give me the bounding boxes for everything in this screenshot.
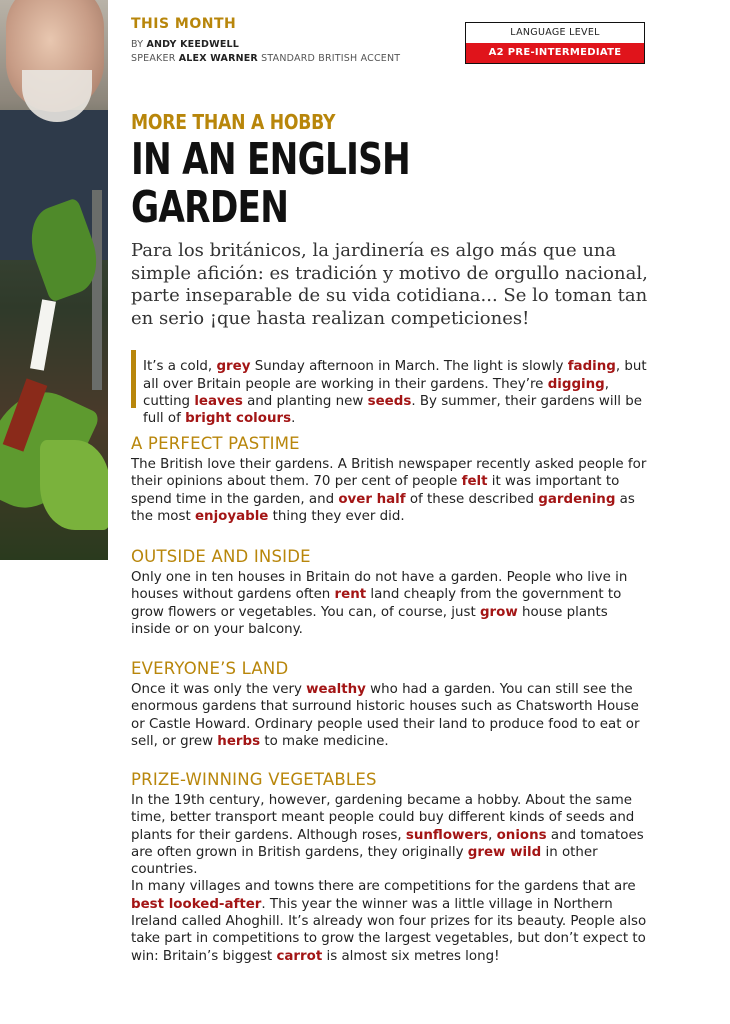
section-heading: A PERFECT PASTIME	[131, 434, 300, 453]
section-tag: THIS MONTH	[131, 16, 237, 32]
keyword-highlight: rent	[334, 587, 367, 603]
intro-paragraph	[143, 345, 655, 441]
text-run: of these described	[405, 491, 539, 507]
author-name: ANDY KEEDWELL	[146, 39, 240, 50]
text-run: In the 19th century, however, gardening became a hobby. About the same time, better transport meant people could buy different kinds of seeds and plants for their gardens. Although roses,	[131, 793, 635, 843]
language-level-title: LANGUAGE LEVEL	[510, 27, 600, 38]
byline	[131, 38, 400, 66]
section-heading: EVERYONE’S LAND	[131, 659, 289, 678]
text-run: I	[143, 359, 147, 375]
keyword-highlight: fading	[567, 359, 616, 375]
text-run: who had a garden. You can still see the enormous gardens that surround historic houses such as Chatsworth House or Castle Howard. Ordinary people used their land to produce food to eat or sell, or grew	[131, 682, 640, 749]
text-run: . This year the winner was a little village in Northern Ireland called Ahoghill. It’s already won four prizes for its beauty. People also take part in competitions to grow the largest vegetables, but don’t expect to win: Britain’s biggest	[131, 896, 647, 964]
paragraph	[131, 681, 651, 750]
text-run: in other countries.	[131, 844, 598, 878]
text-run: . By summer, their gardens will be full of	[143, 393, 642, 427]
keyword-highlight: digging	[547, 376, 605, 392]
standfirst: Para los británicos, la jardinería es algo más que una simple afición: es tradición y motivo de orgullo nacional, parte inseparable de su vida cotidiana... Se lo toman tan en serio ¡que hasta realizan competiciones!	[131, 240, 648, 329]
keyword-highlight: carrot	[276, 948, 323, 964]
text-run: land cheaply from the government to grow flowers or vegetables. You can, of course, just	[131, 587, 622, 620]
text-run: The British love their gardens. A British newspaper recently asked people for their opinions about them. 70 per cent of people	[131, 457, 647, 490]
keyword-highlight: grow	[479, 604, 518, 620]
keyword-highlight: grew wild	[467, 844, 542, 860]
paragraph	[131, 792, 651, 878]
keyword-highlight: over half	[338, 491, 406, 507]
text-run: thing they ever did.	[268, 508, 405, 524]
paragraph	[131, 878, 651, 964]
photo-leaf	[40, 440, 108, 530]
text-run: house plants inside or on your balcony.	[131, 604, 608, 637]
section-body	[131, 792, 651, 965]
photo-plant-label	[30, 299, 56, 370]
text-run: to make medicine.	[260, 733, 389, 749]
byline-prefix: BY	[131, 39, 144, 50]
text-run: as the most	[131, 491, 635, 524]
section-body	[131, 456, 651, 525]
text-run: In many villages and towns there are competitions for the gardens that are	[131, 879, 636, 895]
text-run: .	[291, 411, 296, 427]
text-run: Only one in ten houses in Britain do not have a garden. People who live in houses without gardens often	[131, 570, 628, 603]
section-heading: PRIZE-WINNING VEGETABLES	[131, 770, 377, 789]
language-level-badge: A2 PRE-INTERMEDIATE	[466, 43, 644, 63]
headline-line: GARDEN	[131, 182, 289, 233]
article-headline	[131, 136, 537, 232]
paragraph	[143, 358, 655, 427]
section-body	[131, 569, 651, 638]
paragraph	[131, 456, 651, 525]
text-run: is almost six metres long!	[322, 948, 500, 964]
text-run: it was important to spend time in the garden, and	[131, 474, 620, 507]
section-body	[131, 681, 651, 750]
keyword-highlight: felt	[461, 474, 488, 490]
headline-line: IN AN ENGLISH	[131, 134, 410, 185]
text-run: , but all over Britain people are working in their gardens. They’re	[143, 359, 647, 392]
keyword-highlight: leaves	[194, 393, 243, 409]
keyword-highlight: sunflowers	[405, 827, 489, 843]
drop-cap-bar	[131, 350, 136, 408]
text-run: Once it was only the very	[131, 682, 307, 697]
article-kicker: MORE THAN A HOBBY	[131, 110, 336, 134]
text-run: ,	[488, 827, 497, 843]
keyword-highlight: enjoyable	[194, 508, 269, 524]
keyword-highlight: herbs	[217, 733, 261, 749]
speaker-name: ALEX WARNER	[178, 53, 258, 64]
keyword-highlight: grey	[216, 359, 251, 375]
speaker-prefix: SPEAKER	[131, 53, 176, 64]
text-run: and planting new	[242, 393, 368, 409]
paragraph	[131, 569, 651, 638]
section-heading: OUTSIDE AND INSIDE	[131, 547, 311, 566]
text-run: , cutting	[143, 376, 610, 409]
keyword-highlight: onions	[496, 827, 547, 843]
keyword-highlight: bright colours	[185, 411, 292, 427]
text-run: Sunday afternoon in March. The light is slowly	[250, 359, 568, 375]
gardener-photo	[0, 0, 108, 560]
text-run: t’s a cold,	[146, 359, 217, 375]
keyword-highlight: gardening	[538, 491, 616, 507]
language-level-box	[465, 22, 645, 64]
keyword-highlight: best looked-after	[131, 896, 262, 912]
keyword-highlight: wealthy	[306, 682, 366, 697]
keyword-highlight: seeds	[367, 393, 412, 409]
accent-label: STANDARD BRITISH ACCENT	[261, 53, 401, 64]
text-run: and tomatoes are often grown in British gardens, they originally	[131, 827, 644, 860]
photo-spade	[92, 190, 102, 390]
